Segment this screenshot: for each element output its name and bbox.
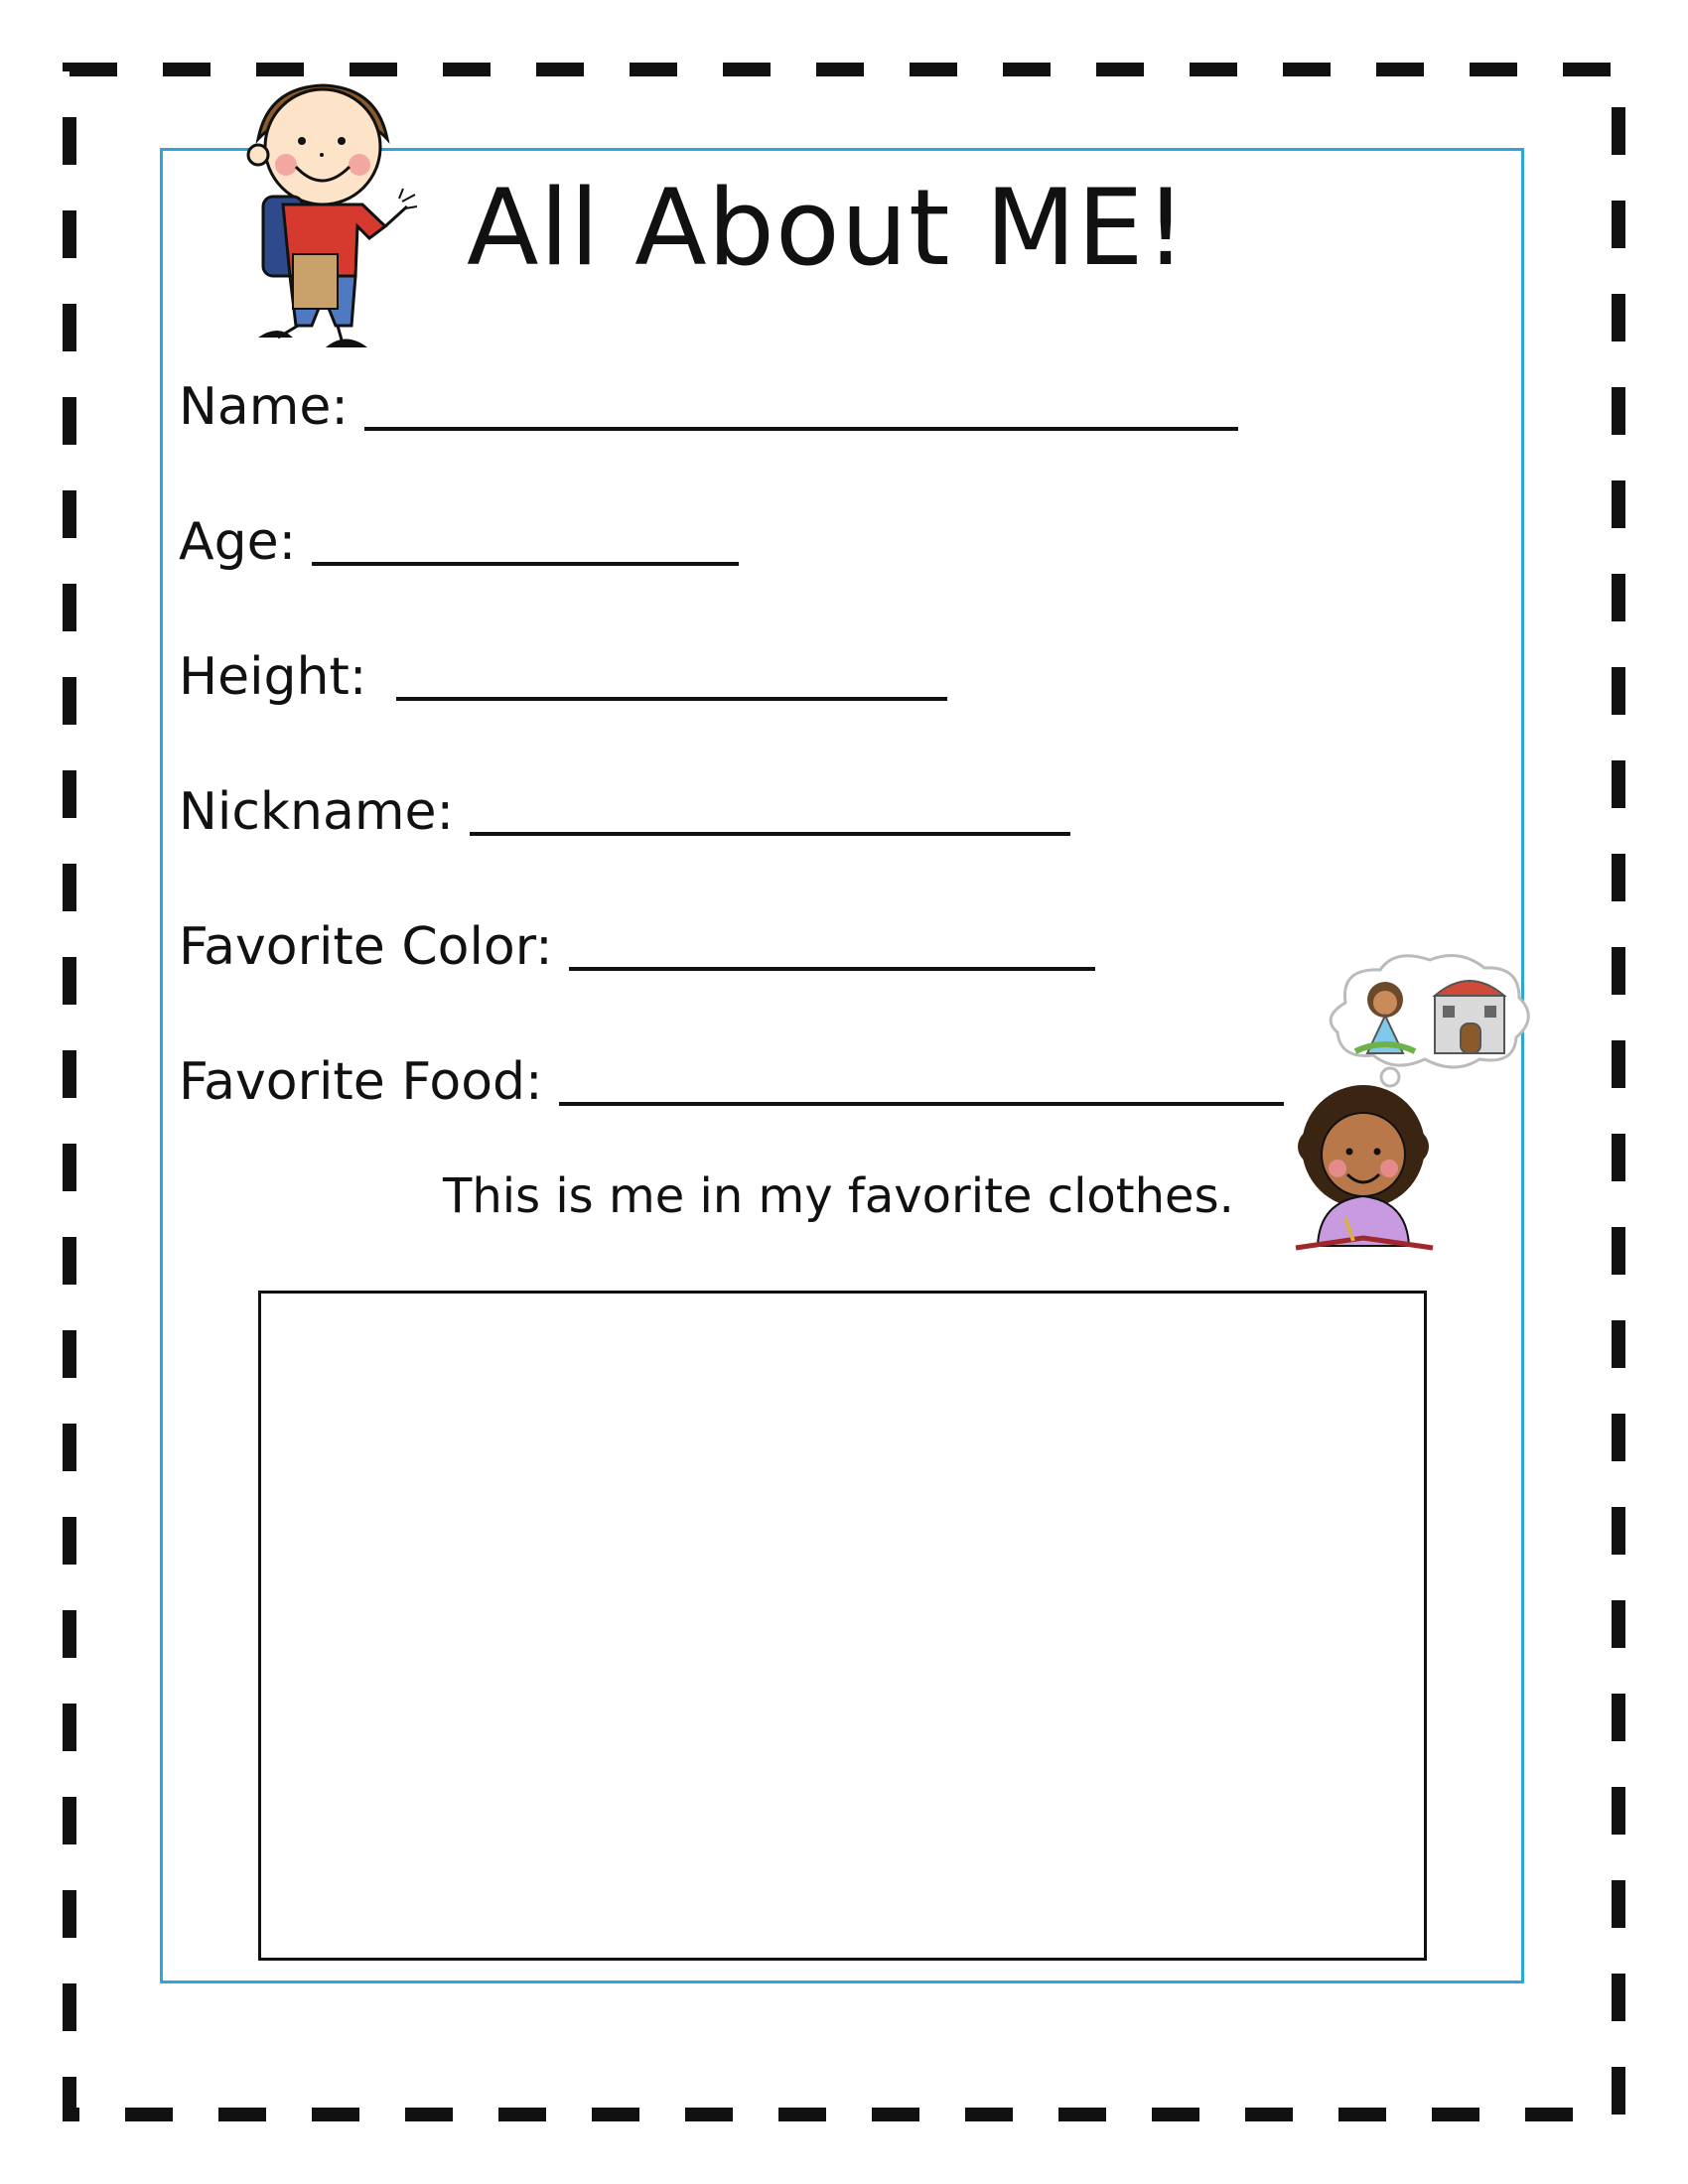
height-write-line[interactable] (396, 653, 947, 701)
age-label: Age: (179, 512, 297, 572)
favorite-food-field (179, 1042, 1284, 1112)
name-write-line[interactable] (364, 383, 1238, 431)
girl-reading-dreaming-of-castle-illustration (1286, 948, 1544, 1256)
nickname-label: Nickname: (179, 782, 455, 842)
drawing-caption: This is me in my favorite clothes. (443, 1168, 1234, 1224)
height-label: Height: (179, 647, 367, 707)
favorite-food-write-line[interactable] (559, 1058, 1284, 1106)
drawing-area[interactable] (258, 1291, 1427, 1961)
age-write-line[interactable] (312, 518, 739, 566)
favorite-color-field (179, 907, 1095, 977)
height-field (179, 637, 947, 707)
favorite-food-label: Favorite Food: (179, 1052, 543, 1112)
nickname-write-line[interactable] (470, 788, 1070, 836)
age-field (179, 502, 739, 572)
name-label: Name: (179, 377, 349, 437)
page-title: All About ME! (467, 167, 1189, 289)
favorite-color-write-line[interactable] (569, 923, 1095, 971)
boy-with-backpack-illustration (238, 77, 417, 365)
nickname-field (179, 772, 1070, 842)
name-field (179, 367, 1238, 437)
favorite-color-label: Favorite Color: (179, 917, 553, 977)
